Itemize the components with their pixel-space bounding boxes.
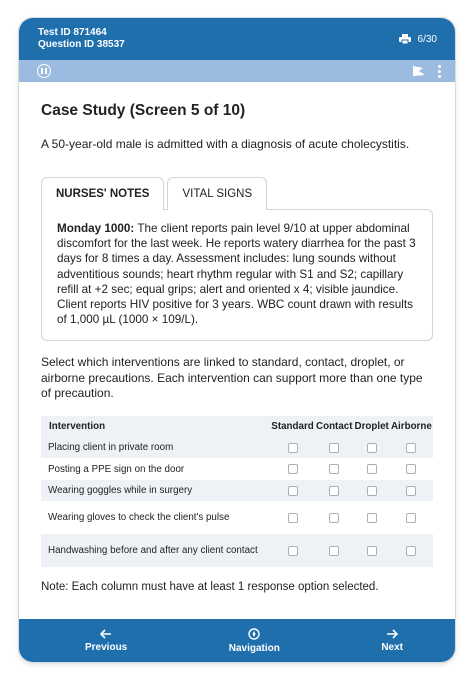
checkbox-standard[interactable] xyxy=(288,486,298,496)
case-intro: A 50-year-old male is admitted with a diagnosis of acute cholecystitis. xyxy=(41,137,410,151)
next-button[interactable] xyxy=(381,629,403,653)
checkbox-standard[interactable] xyxy=(288,443,298,453)
pause-icon[interactable] xyxy=(37,64,51,78)
table-row xyxy=(41,458,433,480)
checkbox-standard[interactable] xyxy=(288,464,298,474)
flag-icon[interactable] xyxy=(412,65,426,77)
checkbox-droplet[interactable] xyxy=(367,486,377,496)
checkbox-airborne[interactable] xyxy=(406,546,416,556)
precautions-matrix xyxy=(41,416,433,568)
arrow-left-icon xyxy=(100,629,112,639)
test-id: Test ID 871464 xyxy=(38,27,107,38)
question-id: Question ID 38537 xyxy=(38,39,125,50)
notes-heading: Monday 1000: xyxy=(57,222,135,235)
table-header-row xyxy=(41,416,433,437)
table-row xyxy=(41,480,433,502)
row-label: Posting a PPE sign on the door xyxy=(48,463,185,475)
checkbox-standard[interactable] xyxy=(288,546,298,556)
page-title: Case Study (Screen 5 of 10) xyxy=(41,102,246,119)
checkbox-droplet[interactable] xyxy=(367,464,377,474)
notes-tabs xyxy=(41,177,433,210)
table-row xyxy=(41,437,433,459)
row-label: Wearing goggles while in surgery xyxy=(41,480,270,502)
table-row xyxy=(41,534,433,567)
column-header-standard: Standard xyxy=(270,416,315,437)
toolbar-actions xyxy=(412,65,441,78)
notes-body: The client reports pain level 9/10 at upper abdominal discomfort for the last week. He reports watery diarrhea for the past 3 days for 8 times a day. Assessment includes: lung sounds without adventitious sounds; heart rhythm regular with S1 and S2; capillary refill at +2 sec; equal grips; alert and oriented x 4; visible jaundice. Client reports HIV positive for 3 years. WBC count drawn with results of 1,000 µL (1000 × 109/L). xyxy=(57,222,416,327)
print-icon[interactable] xyxy=(399,34,411,44)
column-header-droplet: Droplet xyxy=(354,416,390,437)
checkbox-droplet[interactable] xyxy=(367,546,377,556)
checkbox-contact[interactable] xyxy=(329,443,339,453)
column-header-contact: Contact xyxy=(315,416,354,437)
checkbox-airborne[interactable] xyxy=(406,513,416,523)
arrow-right-icon xyxy=(386,629,398,639)
bottom-nav-bar xyxy=(19,619,455,662)
top-bar xyxy=(19,18,455,60)
question-instructions: Select which interventions are linked to standard, contact, droplet, or airborne precautions. Each intervention can support more than one type of precaution. xyxy=(41,355,423,401)
checkbox-airborne[interactable] xyxy=(406,443,416,453)
checkbox-contact[interactable] xyxy=(329,464,339,474)
previous-button[interactable] xyxy=(85,629,127,653)
column-requirement-note: Note: Each column must have at least 1 response option selected. xyxy=(41,581,379,594)
row-label: Handwashing before and after any client contact xyxy=(41,534,270,567)
checkbox-contact[interactable] xyxy=(329,513,339,523)
row-label: Placing client in private room xyxy=(41,437,270,459)
checkbox-droplet[interactable] xyxy=(367,513,377,523)
table-row xyxy=(41,501,433,534)
next-label: Next xyxy=(381,641,403,653)
nurses-notes-panel xyxy=(41,209,433,341)
tab-vital-signs[interactable]: VITAL SIGNS xyxy=(167,177,267,210)
checkbox-standard[interactable] xyxy=(288,513,298,523)
more-vertical-icon[interactable] xyxy=(438,65,441,78)
compass-icon xyxy=(248,628,260,640)
checkbox-contact[interactable] xyxy=(329,546,339,556)
question-counter xyxy=(399,34,437,45)
tab-nurses-notes[interactable]: NURSES' NOTES xyxy=(41,177,164,210)
toolbar xyxy=(19,60,455,82)
column-header-intervention: Intervention xyxy=(41,416,270,437)
row-label: Wearing gloves to check the client's pulse xyxy=(48,512,230,524)
navigation-label: Navigation xyxy=(228,642,280,654)
exam-window xyxy=(19,18,455,662)
checkbox-airborne[interactable] xyxy=(406,464,416,474)
counter-text: 6/30 xyxy=(417,33,437,45)
navigation-button[interactable] xyxy=(229,628,280,654)
id-block xyxy=(38,27,125,51)
column-header-airborne: Airborne xyxy=(390,416,433,437)
main-content xyxy=(19,82,455,593)
checkbox-contact[interactable] xyxy=(329,486,339,496)
previous-label: Previous xyxy=(85,641,128,653)
checkbox-droplet[interactable] xyxy=(367,443,377,453)
checkbox-airborne[interactable] xyxy=(406,486,416,496)
